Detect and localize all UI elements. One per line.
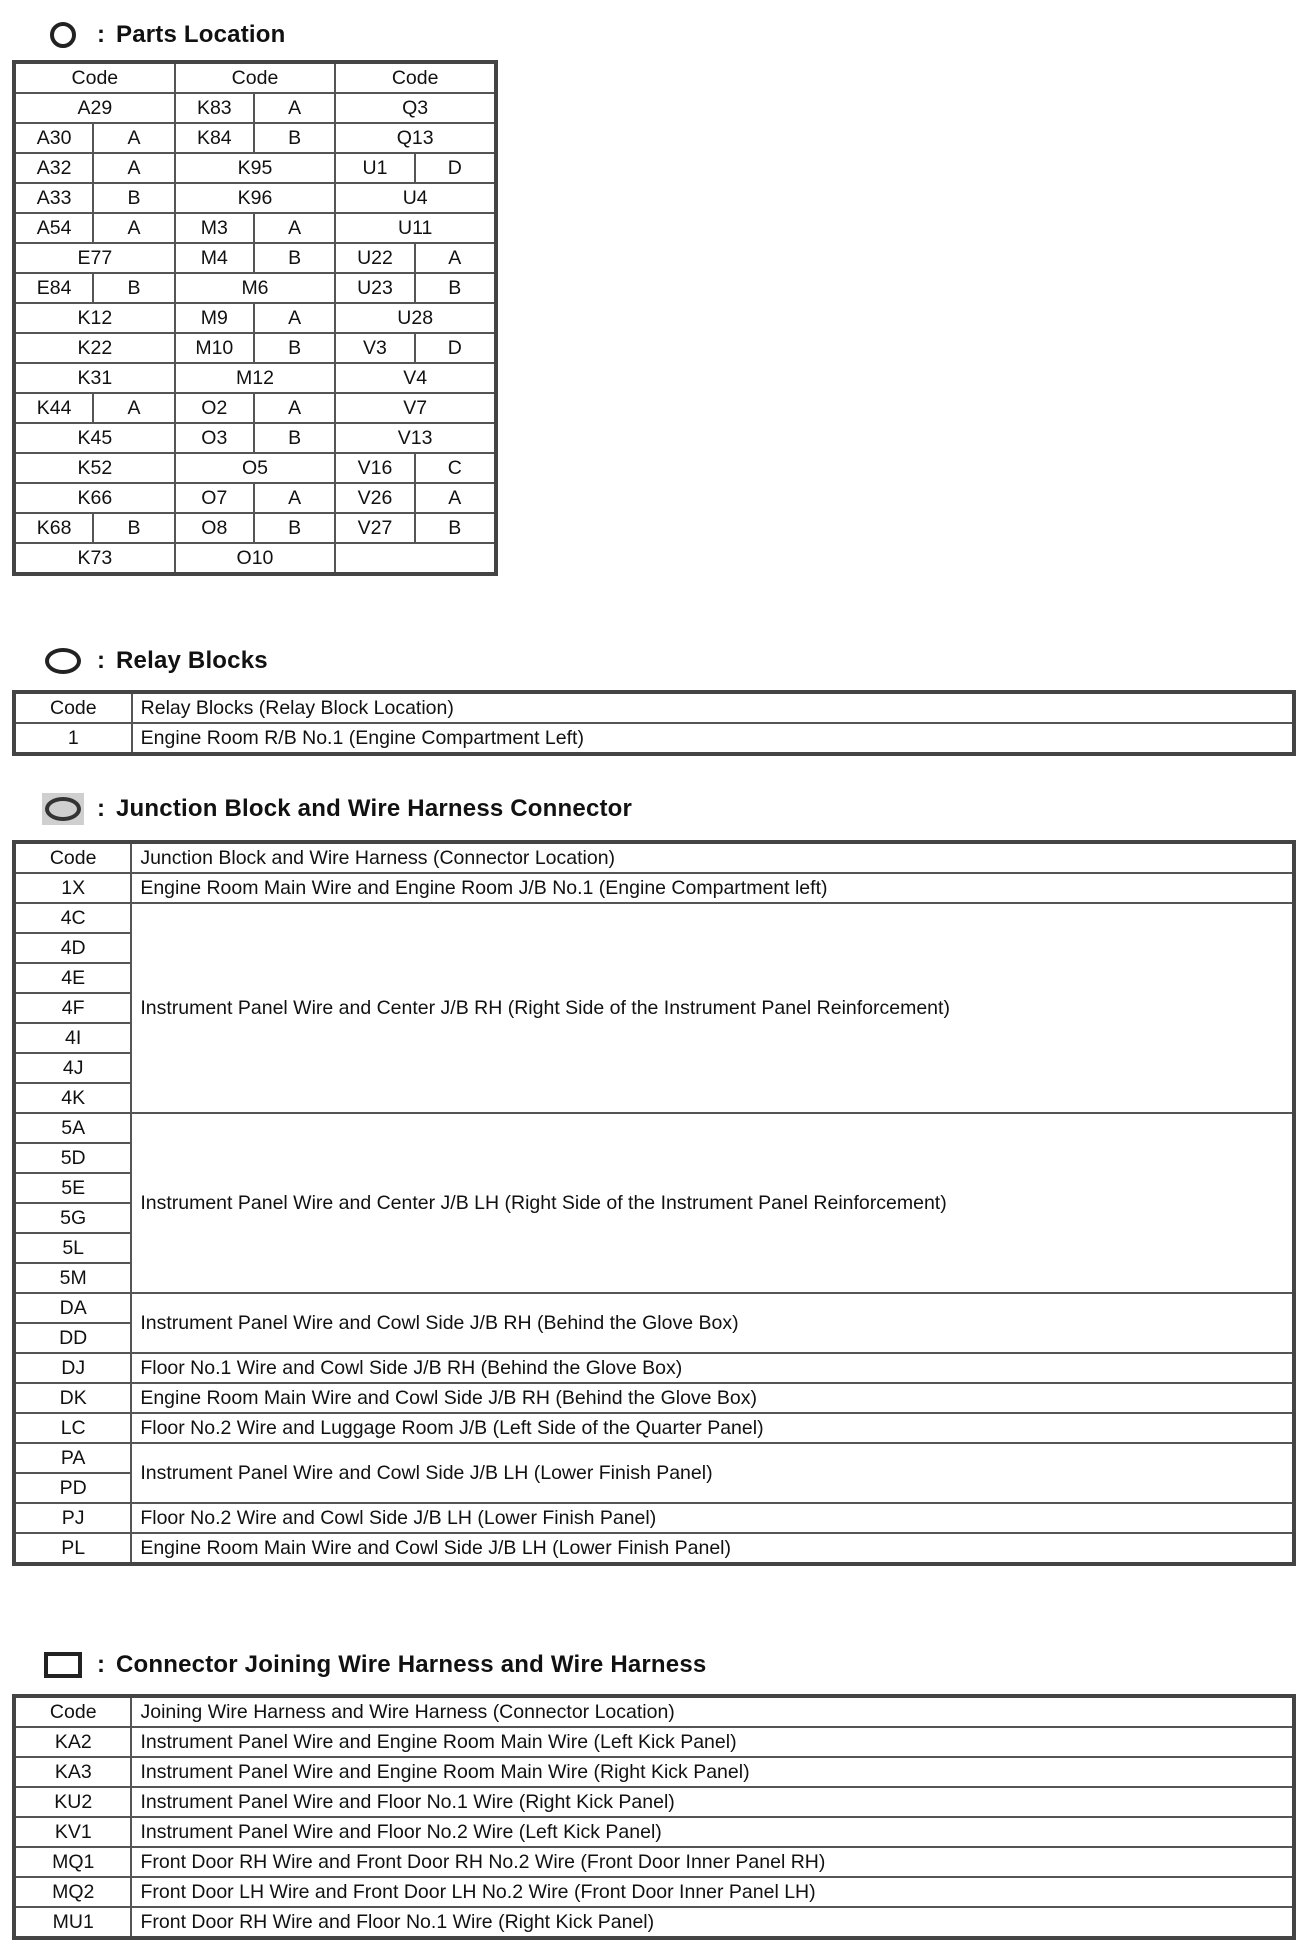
part-code: A32: [14, 153, 93, 183]
part-code: V4: [335, 363, 496, 393]
part-code: K12: [14, 303, 175, 333]
part-suffix: B: [415, 513, 496, 543]
part-suffix: B: [415, 273, 496, 303]
connector-code: MQ1: [14, 1847, 131, 1877]
part-suffix: B: [254, 123, 335, 153]
relay-blocks-header: [40, 644, 268, 678]
table-row: [14, 1443, 1294, 1473]
table-row: [14, 543, 496, 574]
part-suffix: D: [415, 153, 496, 183]
part-code: V3: [335, 333, 414, 363]
circle-symbol-icon: [40, 18, 86, 52]
connector-code: 4D: [14, 933, 131, 963]
part-code: E77: [14, 243, 175, 273]
part-code: M12: [175, 363, 336, 393]
table-row: [14, 1383, 1294, 1413]
table-row: [14, 1413, 1294, 1443]
connector-location: Instrument Panel Wire and Cowl Side J/B LH (Lower Finish Panel): [131, 1443, 1294, 1503]
table-header-row: [14, 692, 1294, 723]
part-code: A54: [14, 213, 93, 243]
connector-location: Instrument Panel Wire and Engine Room Main Wire (Right Kick Panel): [131, 1757, 1294, 1787]
connector-code: KU2: [14, 1787, 131, 1817]
connector-code: DK: [14, 1383, 131, 1413]
part-code: V26: [335, 483, 414, 513]
part-code: K68: [14, 513, 93, 543]
connector-location: Floor No.1 Wire and Cowl Side J/B RH (Behind the Glove Box): [131, 1353, 1294, 1383]
part-code: K83: [175, 93, 254, 123]
part-code: O2: [175, 393, 254, 423]
table-row: [14, 1533, 1294, 1564]
part-code: K66: [14, 483, 175, 513]
junction-block-header: [40, 792, 632, 826]
connector-code: LC: [14, 1413, 131, 1443]
connector-location: Floor No.2 Wire and Luggage Room J/B (Left Side of the Quarter Panel): [131, 1413, 1294, 1443]
table-row: [14, 873, 1294, 903]
part-code: Q13: [335, 123, 496, 153]
part-suffix: A: [415, 483, 496, 513]
connector-code: 5G: [14, 1203, 131, 1233]
part-suffix: A: [93, 213, 174, 243]
table-row: [14, 1353, 1294, 1383]
part-code: U1: [335, 153, 414, 183]
part-code: A33: [14, 183, 93, 213]
part-suffix: A: [254, 213, 335, 243]
table-row: [14, 213, 496, 243]
connector-location: Front Door RH Wire and Front Door RH No.2 Wire (Front Door Inner Panel RH): [131, 1847, 1294, 1877]
table-row: [14, 1757, 1294, 1787]
table-row: [14, 243, 496, 273]
table-row: [14, 1113, 1294, 1143]
code-column-header: Code: [14, 1696, 131, 1727]
location-column-header: Junction Block and Wire Harness (Connector Location): [131, 842, 1294, 873]
connector-code: DJ: [14, 1353, 131, 1383]
part-code: O8: [175, 513, 254, 543]
part-code: V27: [335, 513, 414, 543]
location-column-header: Relay Blocks (Relay Block Location): [132, 692, 1294, 723]
connector-code: 5D: [14, 1143, 131, 1173]
table-row: [14, 93, 496, 123]
part-suffix: B: [93, 273, 174, 303]
part-suffix: C: [415, 453, 496, 483]
part-suffix: B: [254, 333, 335, 363]
relay-blocks-table: [12, 690, 1296, 756]
table-row: [14, 483, 496, 513]
part-suffix: A: [254, 483, 335, 513]
table-row: [14, 1907, 1294, 1938]
table-row: [14, 363, 496, 393]
table-row: [14, 903, 1294, 933]
part-code: K52: [14, 453, 175, 483]
part-code: U22: [335, 243, 414, 273]
code-column-header: Code: [14, 842, 131, 873]
column-header: Code: [14, 62, 175, 93]
table-row: [14, 1787, 1294, 1817]
table-row: [14, 153, 496, 183]
connector-code: PD: [14, 1473, 131, 1503]
part-code: K22: [14, 333, 175, 363]
header-colon: :: [97, 1651, 105, 1678]
part-code: M9: [175, 303, 254, 333]
shaded-oval-symbol-icon: [40, 792, 86, 826]
connector-code: 4K: [14, 1083, 131, 1113]
connector-code: DD: [14, 1323, 131, 1353]
connector-location: Engine Room Main Wire and Engine Room J/B No.1 (Engine Compartment left): [131, 873, 1294, 903]
part-code: K84: [175, 123, 254, 153]
part-code: M4: [175, 243, 254, 273]
part-suffix: A: [254, 93, 335, 123]
connector-location: Floor No.2 Wire and Cowl Side J/B LH (Lower Finish Panel): [131, 1503, 1294, 1533]
oval-symbol-icon: [40, 644, 86, 678]
part-code: U4: [335, 183, 496, 213]
part-code: K96: [175, 183, 336, 213]
connector-code: 5L: [14, 1233, 131, 1263]
part-code: M6: [175, 273, 336, 303]
part-suffix: A: [254, 393, 335, 423]
table-row: [14, 513, 496, 543]
connector-location: Engine Room R/B No.1 (Engine Compartment Left): [132, 723, 1294, 754]
part-suffix: B: [93, 183, 174, 213]
connector-location: Instrument Panel Wire and Floor No.2 Wire (Left Kick Panel): [131, 1817, 1294, 1847]
part-suffix: A: [254, 303, 335, 333]
connector-code: 5E: [14, 1173, 131, 1203]
section-title: Junction Block and Wire Harness Connector: [116, 795, 633, 822]
connector-code: 5M: [14, 1263, 131, 1293]
part-suffix: D: [415, 333, 496, 363]
part-code: E84: [14, 273, 93, 303]
table-row: [14, 423, 496, 453]
table-row: [14, 1877, 1294, 1907]
part-code: K44: [14, 393, 93, 423]
connector-code: 4I: [14, 1023, 131, 1053]
parts-location-header: [40, 18, 286, 52]
table-row: [14, 183, 496, 213]
part-code: U28: [335, 303, 496, 333]
parts-location-table: [12, 60, 498, 576]
connector-location: Instrument Panel Wire and Floor No.1 Wire (Right Kick Panel): [131, 1787, 1294, 1817]
connector-code: PJ: [14, 1503, 131, 1533]
part-suffix: A: [93, 393, 174, 423]
rectangle-symbol-icon: [40, 1648, 86, 1682]
table-row: [14, 123, 496, 153]
location-column-header: Joining Wire Harness and Wire Harness (Connector Location): [131, 1696, 1294, 1727]
header-colon: :: [97, 21, 105, 48]
section-title: Parts Location: [116, 21, 286, 48]
part-code: M10: [175, 333, 254, 363]
table-row: [14, 393, 496, 423]
section-title: Connector Joining Wire Harness and Wire Harness: [116, 1651, 707, 1678]
part-suffix: A: [93, 153, 174, 183]
part-code: K45: [14, 423, 175, 453]
connector-location: Engine Room Main Wire and Cowl Side J/B RH (Behind the Glove Box): [131, 1383, 1294, 1413]
table-row: [14, 303, 496, 333]
connector-code: 4C: [14, 903, 131, 933]
table-row: [14, 453, 496, 483]
part-code: A30: [14, 123, 93, 153]
part-suffix: B: [254, 513, 335, 543]
connector-location: Instrument Panel Wire and Center J/B LH (Right Side of the Instrument Panel Reinforcement): [131, 1113, 1294, 1293]
junction-block-table: [12, 840, 1296, 1566]
part-code: K73: [14, 543, 175, 574]
table-row: [14, 1503, 1294, 1533]
part-code: Q3: [335, 93, 496, 123]
header-colon: :: [97, 795, 105, 822]
connector-code: 5A: [14, 1113, 131, 1143]
table-header-row: [14, 842, 1294, 873]
connector-code: 1X: [14, 873, 131, 903]
part-code: O7: [175, 483, 254, 513]
part-code: O10: [175, 543, 336, 574]
table-header-row: [14, 1696, 1294, 1727]
part-suffix: A: [415, 243, 496, 273]
part-code: V16: [335, 453, 414, 483]
connector-code: MU1: [14, 1907, 131, 1938]
column-header: Code: [335, 62, 496, 93]
table-row: [14, 333, 496, 363]
table-row: [14, 1293, 1294, 1323]
connector-code: MQ2: [14, 1877, 131, 1907]
table-row: [14, 1847, 1294, 1877]
table-header-row: [14, 62, 496, 93]
connector-table: [12, 1694, 1296, 1940]
connector-code: 4J: [14, 1053, 131, 1083]
part-code: O5: [175, 453, 336, 483]
connector-code: 1: [14, 723, 132, 754]
part-code: M3: [175, 213, 254, 243]
connector-code: KA3: [14, 1757, 131, 1787]
connector-header: [40, 1648, 706, 1682]
connector-code: KV1: [14, 1817, 131, 1847]
table-row: [14, 1727, 1294, 1757]
connector-location: Instrument Panel Wire and Engine Room Main Wire (Left Kick Panel): [131, 1727, 1294, 1757]
table-row: [14, 273, 496, 303]
part-code: V13: [335, 423, 496, 453]
part-code: U11: [335, 213, 496, 243]
section-title: Relay Blocks: [116, 647, 268, 674]
code-column-header: Code: [14, 692, 132, 723]
part-code: K31: [14, 363, 175, 393]
connector-code: PL: [14, 1533, 131, 1564]
connector-location: Front Door RH Wire and Floor No.1 Wire (Right Kick Panel): [131, 1907, 1294, 1938]
connector-code: 4F: [14, 993, 131, 1023]
part-suffix: B: [254, 423, 335, 453]
part-code: U23: [335, 273, 414, 303]
part-code: V7: [335, 393, 496, 423]
connector-code: PA: [14, 1443, 131, 1473]
part-code: A29: [14, 93, 175, 123]
connector-code: 4E: [14, 963, 131, 993]
part-suffix: B: [93, 513, 174, 543]
header-colon: :: [97, 647, 105, 674]
connector-location: Instrument Panel Wire and Cowl Side J/B RH (Behind the Glove Box): [131, 1293, 1294, 1353]
connector-code: DA: [14, 1293, 131, 1323]
part-code: O3: [175, 423, 254, 453]
table-row: [14, 723, 1294, 754]
connector-code: KA2: [14, 1727, 131, 1757]
connector-location: Instrument Panel Wire and Center J/B RH (Right Side of the Instrument Panel Reinforcement): [131, 903, 1294, 1113]
part-suffix: B: [254, 243, 335, 273]
table-row: [14, 1817, 1294, 1847]
connector-location: Engine Room Main Wire and Cowl Side J/B LH (Lower Finish Panel): [131, 1533, 1294, 1564]
column-header: Code: [175, 62, 336, 93]
part-code: [335, 543, 496, 574]
part-code: K95: [175, 153, 336, 183]
part-suffix: A: [93, 123, 174, 153]
connector-location: Front Door LH Wire and Front Door LH No.2 Wire (Front Door Inner Panel LH): [131, 1877, 1294, 1907]
